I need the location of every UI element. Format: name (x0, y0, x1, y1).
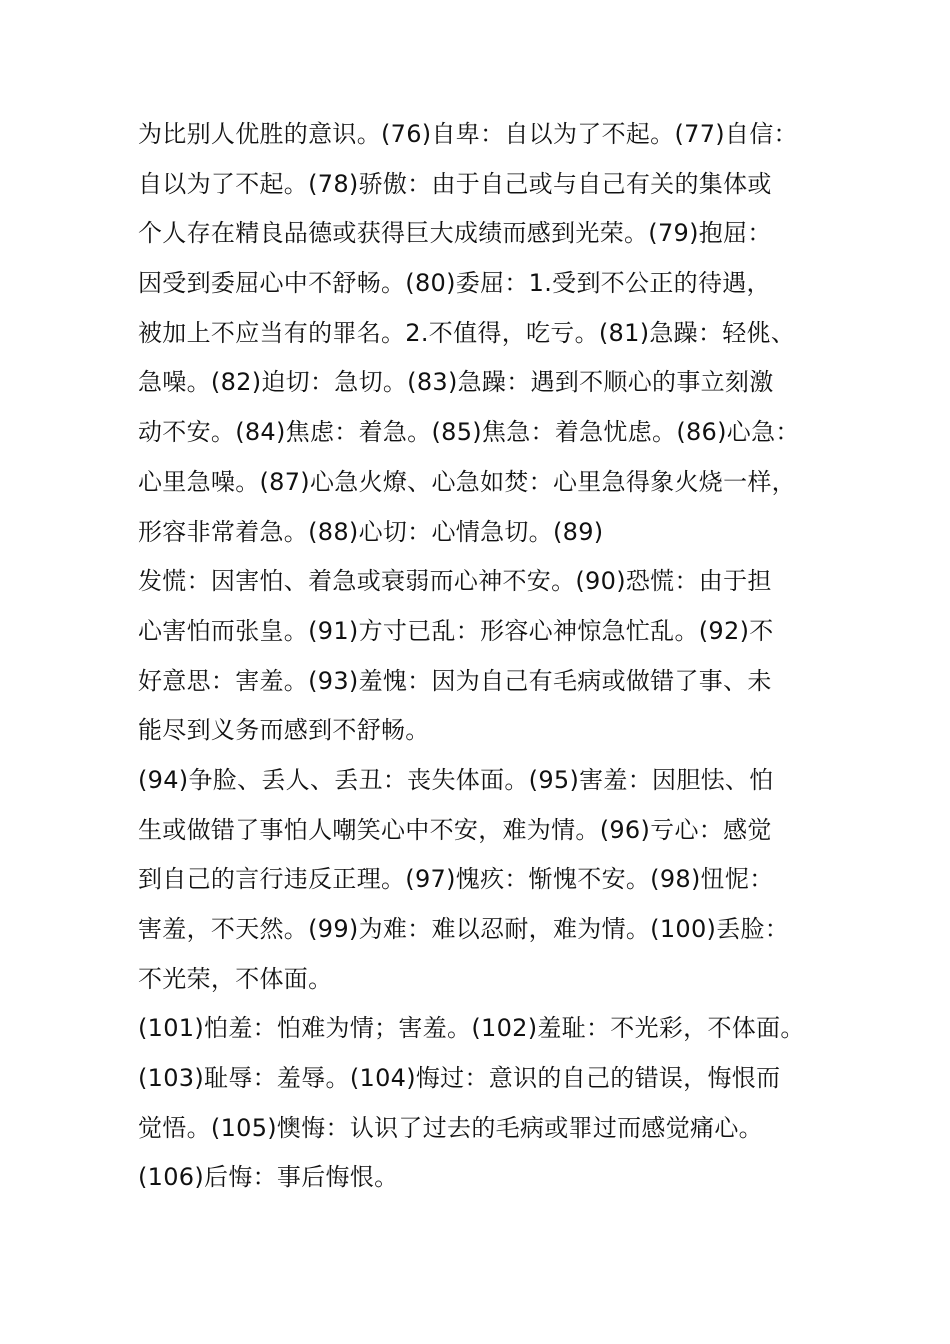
text-line: 个人存在精良品德或获得巨大成绩而感到光荣。(79)抱屈： (138, 219, 772, 248)
text-line: 因受到委屈心中不舒畅。(80)委屈：1.受到不公正的待遇， (138, 269, 771, 298)
text-line: 急噪。(82)迫切：急切。(83)急躁：遇到不顺心的事立刻激 (138, 368, 774, 397)
text-line: (103)耻辱：羞辱。(104)悔过：意识的自己的错误，悔恨而 (138, 1064, 781, 1093)
text-line: (94)争脸、丢人、丢丑：丧失体面。(95)害羞：因胆怯、怕 (138, 765, 774, 794)
text-line: 为比别人优胜的意识。(76)自卑：自以为了不起。(77)自信： (138, 120, 798, 148)
text-line: 心害怕而张皇。(91)方寸已乱：形容心神惊急忙乱。(92)不 (138, 616, 774, 645)
text-line: 害羞，不天然。(99)为难：难以忍耐，难为情。(100)丢脸： (138, 915, 790, 943)
text-line: (106)后悔：事后悔恨。 (138, 1163, 399, 1192)
text-line: 形容非常着急。(88)心切：心情急切。(89) (138, 517, 604, 546)
text-line: 自以为了不起。(78)骄傲：由于自己或与自己有关的集体或 (138, 169, 772, 198)
text-line: 生或做错了事怕人嘲笑心中不安，难为情。(96)亏心：感觉 (138, 815, 772, 844)
text-line: 被加上不应当有的罪名。2.不值得，吃亏。(81)急躁：轻佻、 (138, 318, 796, 347)
text-line: 不光荣，不体面。 (138, 964, 333, 993)
text-line: 发慌：因害怕、着急或衰弱而心神不安。(90)恐慌：由于担 (138, 567, 772, 596)
text-line: 觉悟。(105)懊悔：认识了过去的毛病或罪过而感觉痛心。 (138, 1113, 763, 1142)
text-line: 心里急噪。(87)心急火燎、心急如焚：心里急得象火烧一样， (138, 467, 796, 496)
body-text (138, 110, 828, 1203)
text-line: 好意思：害羞。(93)羞愧：因为自己有毛病或做错了事、未 (138, 666, 772, 695)
text-line: 到自己的言行违反正理。(97)愧疚：惭愧不安。(98)忸怩： (138, 865, 774, 894)
text-line: 动不安。(84)焦虑：着急。(85)焦急：着急忧虑。(86)心急： (138, 418, 800, 447)
text-line: 能尽到义务而感到不舒畅。 (138, 716, 430, 745)
text-line: (101)怕羞：怕难为情；害羞。(102)羞耻：不光彩，不体面。 (138, 1014, 805, 1043)
